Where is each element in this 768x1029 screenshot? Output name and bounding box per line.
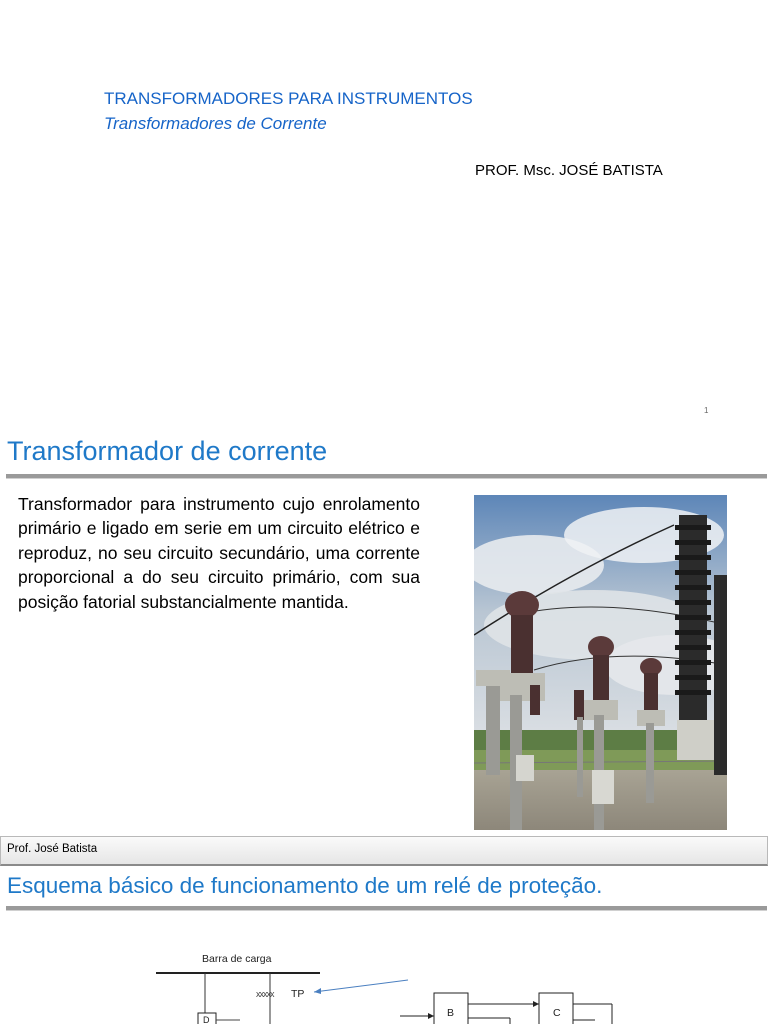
slide1-title: TRANSFORMADORES PARA INSTRUMENTOS [104, 89, 473, 108]
page-number: 1 [704, 406, 709, 415]
tp-label: TP [291, 988, 305, 1000]
pointer-arrow [314, 980, 408, 992]
svg-text:C: C [553, 1007, 561, 1019]
slide1-author: PROF. Msc. JOSÉ BATISTA [475, 162, 663, 179]
svg-text:D: D [203, 1015, 210, 1024]
footer-bar [0, 836, 768, 866]
slide2-body-text: Transformador para instrumento cujo enrolamento primário e ligado em serie em um circuito elétrico e reproduz, no seu circuito secundário, uma corrente proporcional a do seu circuito primário, com sua posição fatorial substancialmente mantida. [18, 494, 420, 612]
slide3-title: Esquema básico de funcionamento de um relé de proteção. [7, 873, 603, 898]
footer-text: Prof. José Batista [7, 843, 98, 855]
svg-text:xxxxx: xxxxx [256, 989, 274, 999]
relay-diagram [150, 946, 630, 1024]
title-divider [6, 906, 767, 911]
slide1-subtitle: Transformadores de Corrente [104, 114, 327, 133]
slide2-title: Transformador de corrente [7, 436, 328, 466]
title-divider [6, 474, 767, 479]
bus-label: Barra de carga [202, 953, 272, 965]
svg-text:B: B [447, 1007, 455, 1019]
substation-photo [474, 495, 727, 830]
